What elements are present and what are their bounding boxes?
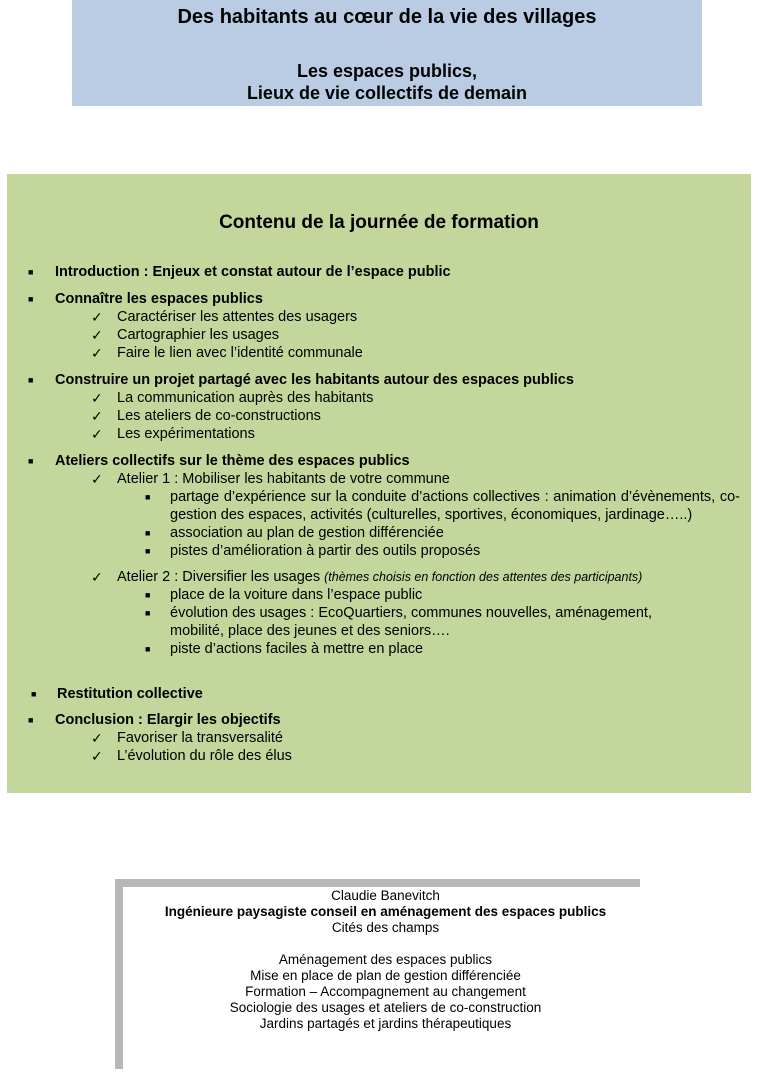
section-title: Construire un projet partagé avec les habitants autour des espaces publics bbox=[55, 372, 574, 388]
contact-card bbox=[123, 887, 648, 1077]
section-connaitre bbox=[7, 290, 751, 362]
section-title: Conclusion : Elargir les objectifs bbox=[55, 712, 281, 728]
list-item: ✓ Les expérimentations bbox=[91, 426, 255, 442]
program-panel bbox=[7, 174, 751, 793]
list-item: ✓ L’évolution du rôle des élus bbox=[91, 748, 292, 764]
section-restitution bbox=[7, 685, 751, 703]
checkmark-icon: ✓ bbox=[91, 569, 103, 585]
section-construire bbox=[7, 371, 751, 443]
list-item: ■ place de la voiture dans l’espace public bbox=[145, 587, 423, 603]
square-bullet-icon: ■ bbox=[28, 267, 34, 277]
document-title: Des habitants au cœur de la vie des villages bbox=[177, 6, 597, 28]
atelier-1-label: ✓ Atelier 1 : Mobiliser les habitants de votre commune bbox=[91, 471, 450, 487]
title-banner bbox=[72, 0, 702, 106]
checkmark-icon: ✓ bbox=[91, 345, 103, 361]
square-bullet-icon: ■ bbox=[28, 294, 34, 304]
list-item: ■ partage d’expérience sur la conduite d’actions collectives : animation d’évènements, co-gestion des espaces, activités (culturelles, sportives, économiques, jardinage…..) bbox=[145, 489, 740, 523]
atelier-2-note: (thèmes choisis en fonction des attentes des participants) bbox=[324, 570, 643, 584]
contact-role: Ingénieure paysagiste conseil en aménagement des espaces publics bbox=[164, 904, 607, 919]
checkmark-icon: ✓ bbox=[91, 309, 103, 325]
list-item: ■ association au plan de gestion différenciée bbox=[145, 525, 444, 541]
checkmark-icon: ✓ bbox=[91, 730, 103, 746]
list-item: ■ pistes d’amélioration à partir des outils proposés bbox=[145, 543, 481, 559]
atelier-2-label: ✓ Atelier 2 : Diversifier les usages (thèmes choisis en fonction des attentes des participants) bbox=[91, 569, 643, 585]
document-subtitle bbox=[72, 60, 702, 104]
square-bullet-icon: ■ bbox=[28, 715, 34, 725]
subtitle-line-2: Lieux de vie collectifs de demain bbox=[246, 83, 528, 103]
service-item: Aménagement des espaces publics bbox=[278, 952, 493, 967]
list-item: ✓ Favoriser la transversalité bbox=[91, 730, 283, 746]
list-item: ✓ La communication auprès des habitants bbox=[91, 390, 374, 406]
square-bullet-icon: ■ bbox=[31, 689, 37, 699]
square-bullet-icon: ■ bbox=[145, 492, 151, 502]
section-conclusion bbox=[7, 711, 751, 765]
section-title: Ateliers collectifs sur le thème des espaces publics bbox=[55, 453, 410, 469]
checkmark-icon: ✓ bbox=[91, 471, 103, 487]
list-item: ✓ Caractériser les attentes des usagers bbox=[91, 309, 358, 325]
section-title: Connaître les espaces publics bbox=[55, 291, 263, 307]
list-item: ■ piste d’actions faciles à mettre en place bbox=[145, 641, 424, 657]
square-bullet-icon: ■ bbox=[145, 528, 151, 538]
checkmark-icon: ✓ bbox=[91, 426, 103, 442]
service-item: Sociologie des usages et ateliers de co-construction bbox=[229, 1000, 542, 1015]
square-bullet-icon: ■ bbox=[145, 546, 151, 556]
section-title: Restitution collective bbox=[57, 686, 203, 702]
square-bullet-icon: ■ bbox=[145, 644, 151, 654]
checkmark-icon: ✓ bbox=[91, 390, 103, 406]
subtitle-line-1: Les espaces publics, bbox=[296, 61, 478, 81]
checkmark-icon: ✓ bbox=[91, 748, 103, 764]
square-bullet-icon: ■ bbox=[145, 590, 151, 600]
list-item: ✓ Les ateliers de co-constructions bbox=[91, 408, 321, 424]
contact-name: Claudie Banevitch bbox=[331, 888, 440, 903]
checkmark-icon: ✓ bbox=[91, 327, 103, 343]
section-introduction bbox=[7, 263, 751, 281]
list-item: ✓ Faire le lien avec l’identité communale bbox=[91, 345, 363, 361]
service-item: Mise en place de plan de gestion différenciée bbox=[250, 968, 521, 983]
square-bullet-icon: ■ bbox=[28, 456, 34, 466]
list-item: ✓ Cartographier les usages bbox=[91, 327, 280, 343]
square-bullet-icon: ■ bbox=[145, 608, 151, 618]
list-item: ■ évolution des usages : EcoQuartiers, communes nouvelles, aménagement, mobilité, place des jeunes et des seniors…. bbox=[145, 605, 652, 639]
service-item: Jardins partagés et jardins thérapeutiques bbox=[259, 1016, 512, 1031]
section-title: Introduction : Enjeux et constat autour de l’espace public bbox=[55, 264, 451, 280]
contact-company: Cités des champs bbox=[331, 920, 440, 935]
square-bullet-icon: ■ bbox=[28, 375, 34, 385]
checkmark-icon: ✓ bbox=[91, 408, 103, 424]
section-ateliers bbox=[7, 452, 751, 658]
program-heading: Contenu de la journée de formation bbox=[219, 212, 539, 233]
service-item: Formation – Accompagnement au changement bbox=[245, 984, 526, 999]
